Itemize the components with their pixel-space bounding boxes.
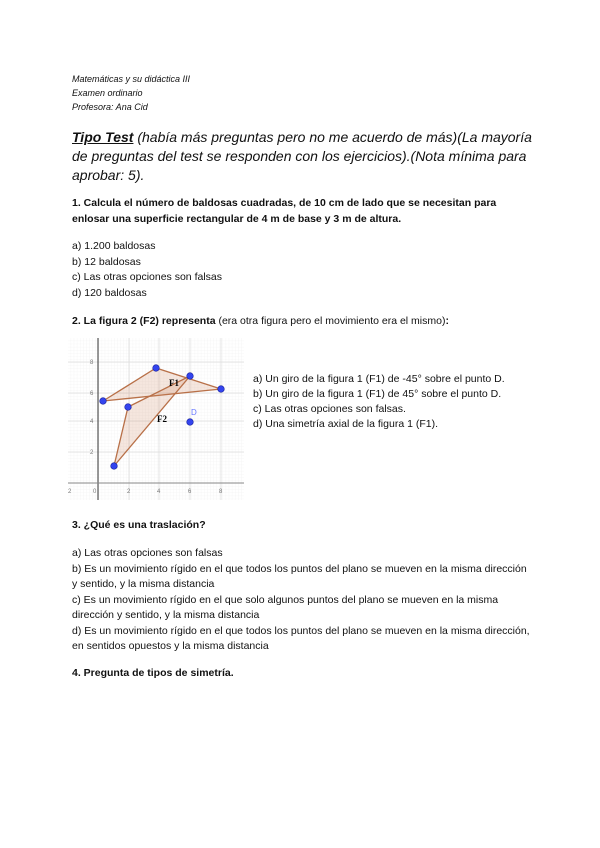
intro-text: (había más preguntas pero no me acuerdo de más)(La mayoría de preguntas del test se responden con los ejercicios).(Nota mínima para aprobar: 5). [72,129,532,183]
option: c) Las otras opciones son falsas. [253,403,406,415]
question-2 [72,313,532,329]
question-3: 3. ¿Qué es una traslación? [72,519,206,531]
question-2-text: 2. La figura 2 (F2) representa [72,315,216,327]
svg-text:2: 2 [68,489,72,495]
question-2-options [253,372,505,432]
label-f2: F2 [157,414,167,424]
question-2-note: (era otra figura pero el movimiento era el mismo) [215,315,446,327]
svg-text:4: 4 [90,419,94,425]
option: b) Es un movimiento rígido en el que todos los puntos del plano se mueven en la misma dirección y sentido, y la misma distancia [72,562,527,590]
label-f1: F1 [169,378,179,388]
option: d) Es un movimiento rígido en el que todos los puntos del plano se mueven en la misma dirección, en sentidos opuestos y la misma distancia [72,624,530,652]
svg-text:2: 2 [90,450,94,456]
figure-2-geometry [68,338,244,500]
question-4: 4. Pregunta de tipos de simetría. [72,667,234,679]
option: a) 1.200 baldosas [72,240,156,252]
question-1-options [72,239,532,301]
label-d: D [191,408,197,417]
option: d) Una simetría axial de la figura 1 (F1). [253,418,438,430]
option: c) Es un movimiento rígido en el que solo algunos puntos del plano se mueven en la misma dirección y sentido, y la misma distancia [72,593,499,621]
option: d) 120 baldosas [72,286,147,299]
question-1: 1. Calcula el número de baldosas cuadradas, de 10 cm de lado que se necesitan para enlosar una superficie rectangular de 4 m de base y 3 m de altura. [72,197,497,225]
header-teacher: Profesora: Ana Cid [72,102,148,112]
svg-text:6: 6 [188,489,192,495]
question-2-colon: : [445,315,449,327]
option: b) Un giro de la figura 1 (F1) de 45° sobre el punto D. [253,388,502,400]
option: b) 12 baldosas [72,255,141,268]
svg-text:2: 2 [127,489,131,495]
option: a) Un giro de la figura 1 (F1) de -45° sobre el punto D. [253,373,505,385]
intro-paragraph [72,128,532,185]
option: a) Las otras opciones son falsas [72,547,223,559]
svg-text:6: 6 [90,391,94,397]
svg-text:0: 0 [93,489,97,495]
header-course: Matemáticas y su didáctica III [72,74,191,84]
svg-text:8: 8 [90,360,94,366]
svg-text:8: 8 [219,489,223,495]
intro-title: Tipo Test [72,129,134,145]
svg-text:4: 4 [157,489,161,495]
header-exam: Examen ordinario [72,88,143,98]
option: c) Las otras opciones son falsas [72,271,222,283]
question-3-options [72,546,532,655]
